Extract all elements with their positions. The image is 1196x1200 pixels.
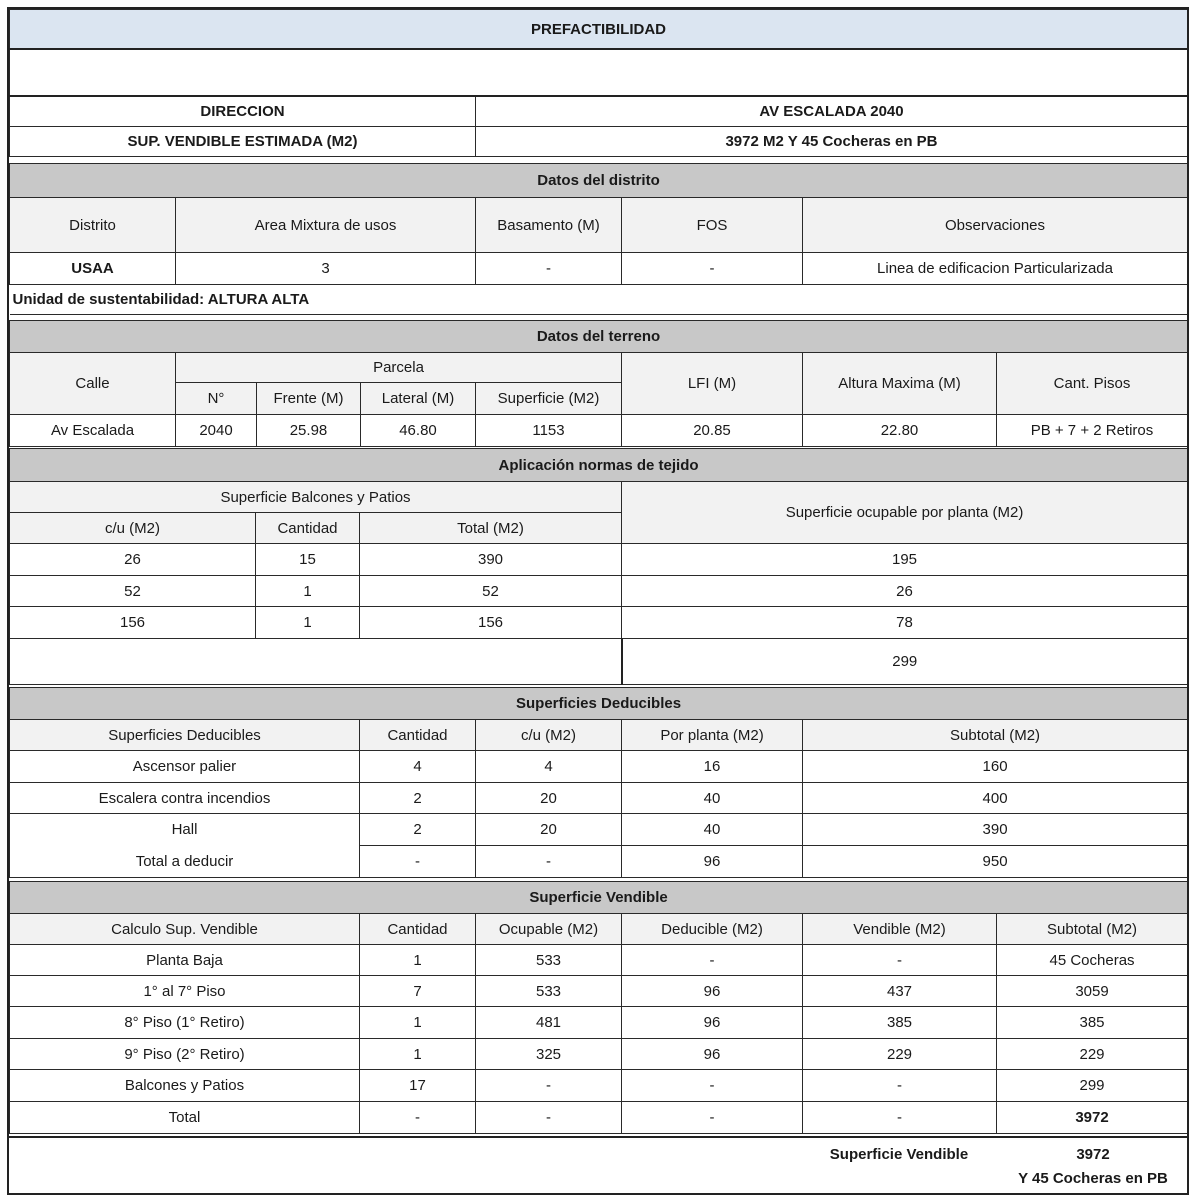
prefactibilidad-sheet bbox=[7, 7, 1189, 1195]
deducibles-cell: Escalera contra incendios bbox=[10, 783, 360, 814]
table-row bbox=[10, 1039, 1188, 1070]
deducibles-cell: 390 bbox=[803, 814, 1188, 846]
vendible-cell: 1 bbox=[360, 1007, 476, 1039]
distrito-table bbox=[9, 163, 1188, 315]
vendible-cell: 481 bbox=[476, 1007, 622, 1039]
vendible-cell: 229 bbox=[997, 1039, 1188, 1070]
distrito-value: USAA bbox=[10, 253, 176, 285]
vendible-cell: 96 bbox=[622, 1007, 803, 1039]
table-row bbox=[10, 576, 1188, 607]
terreno-calle-value: Av Escalada bbox=[10, 415, 176, 447]
page-title: PREFACTIBILIDAD bbox=[10, 10, 1188, 50]
terreno-header-altura: Altura Maxima (M) bbox=[803, 353, 997, 415]
vendible-cell: 385 bbox=[803, 1007, 997, 1039]
deducibles-total-label: Total a deducir bbox=[10, 846, 360, 878]
header-table bbox=[9, 9, 1188, 157]
tejido-cell: 156 bbox=[360, 607, 622, 639]
table-row bbox=[10, 544, 1188, 576]
vendible-header-deducible: Deducible (M2) bbox=[622, 914, 803, 945]
distrito-header-fos: FOS bbox=[622, 198, 803, 253]
tejido-cell: 78 bbox=[622, 607, 1188, 639]
terreno-numero-value: 2040 bbox=[176, 415, 257, 447]
summary-area bbox=[9, 1136, 1187, 1195]
distrito-header-distrito: Distrito bbox=[10, 198, 176, 253]
table-row bbox=[10, 751, 1188, 783]
deducibles-cell: - bbox=[360, 846, 476, 878]
deducibles-cell: 40 bbox=[622, 783, 803, 814]
vendible-cell: - bbox=[803, 1070, 997, 1102]
terreno-section-title: Datos del terreno bbox=[10, 321, 1188, 353]
deducibles-header-nombre: Superficies Deducibles bbox=[10, 720, 360, 751]
deducibles-header-cantidad: Cantidad bbox=[360, 720, 476, 751]
sup-label: SUP. VENDIBLE ESTIMADA (M2) bbox=[10, 126, 476, 156]
tejido-cell: 1 bbox=[256, 576, 360, 607]
tejido-empty-cell bbox=[10, 639, 622, 685]
vendible-cell: - bbox=[476, 1070, 622, 1102]
vendible-total-value: 3972 bbox=[997, 1102, 1188, 1134]
vendible-cell: 385 bbox=[997, 1007, 1188, 1039]
deducibles-cell: 20 bbox=[476, 814, 622, 846]
vendible-cell: Planta Baja bbox=[10, 945, 360, 976]
deducibles-cell: 160 bbox=[803, 751, 1188, 783]
deducibles-header-cu: c/u (M2) bbox=[476, 720, 622, 751]
table-row bbox=[10, 1007, 1188, 1039]
distrito-header-basamento: Basamento (M) bbox=[476, 198, 622, 253]
table-row bbox=[10, 846, 1188, 878]
deducibles-section-title: Superficies Deducibles bbox=[10, 688, 1188, 720]
vendible-header-ocupable: Ocupable (M2) bbox=[476, 914, 622, 945]
vendible-cell: Balcones y Patios bbox=[10, 1070, 360, 1102]
terreno-altura-value: 22.80 bbox=[803, 415, 997, 447]
vendible-cell: - bbox=[360, 1102, 476, 1134]
deducibles-cell: 4 bbox=[476, 751, 622, 783]
vendible-table bbox=[9, 881, 1188, 1134]
vendible-cell: 533 bbox=[476, 976, 622, 1007]
tejido-section-title: Aplicación normas de tejido bbox=[10, 449, 1188, 482]
summary-note: Y 45 Cocheras en PB bbox=[1018, 1170, 1168, 1187]
basamento-value: - bbox=[476, 253, 622, 285]
direccion-label: DIRECCION bbox=[10, 96, 476, 126]
vendible-cell: 3059 bbox=[997, 976, 1188, 1007]
terreno-header-lateral: Lateral (M) bbox=[361, 383, 476, 415]
tejido-cell: 52 bbox=[360, 576, 622, 607]
deducibles-cell: 950 bbox=[803, 846, 1188, 878]
tejido-cell: 390 bbox=[360, 544, 622, 576]
fos-value: - bbox=[622, 253, 803, 285]
vendible-cell: 229 bbox=[803, 1039, 997, 1070]
terreno-header-pisos: Cant. Pisos bbox=[997, 353, 1188, 415]
tejido-cell: 52 bbox=[10, 576, 256, 607]
tejido-total-value: 299 bbox=[622, 639, 1188, 685]
tejido-cell: 195 bbox=[622, 544, 1188, 576]
deducibles-cell: 400 bbox=[803, 783, 1188, 814]
terreno-header-parcela: Parcela bbox=[176, 353, 622, 383]
observaciones-value: Linea de edificacion Particularizada bbox=[803, 253, 1188, 285]
tejido-header-total: Total (M2) bbox=[360, 513, 622, 544]
vendible-total-label: Total bbox=[10, 1102, 360, 1134]
terreno-pisos-value: PB + 7 + 2 Retiros bbox=[997, 415, 1188, 447]
tejido-cell: 26 bbox=[622, 576, 1188, 607]
summary-value: 3972 bbox=[1076, 1146, 1110, 1163]
distrito-header-area: Area Mixtura de usos bbox=[176, 198, 476, 253]
deducibles-cell: 2 bbox=[360, 783, 476, 814]
tejido-cell: 1 bbox=[256, 607, 360, 639]
terreno-lfi-value: 20.85 bbox=[622, 415, 803, 447]
vendible-cell: 96 bbox=[622, 1039, 803, 1070]
terreno-lateral-value: 46.80 bbox=[361, 415, 476, 447]
vendible-cell: - bbox=[803, 1102, 997, 1134]
summary-label: Superficie Vendible bbox=[829, 1146, 969, 1163]
vendible-cell: - bbox=[622, 1102, 803, 1134]
deducibles-cell: 20 bbox=[476, 783, 622, 814]
tejido-header-ocupable: Superficie ocupable por planta (M2) bbox=[622, 482, 1188, 544]
vendible-header-cantidad: Cantidad bbox=[360, 914, 476, 945]
table-row bbox=[10, 945, 1188, 976]
vendible-cell: - bbox=[622, 945, 803, 976]
table-row bbox=[10, 607, 1188, 639]
vendible-cell: 17 bbox=[360, 1070, 476, 1102]
vendible-cell: - bbox=[622, 1070, 803, 1102]
table-row bbox=[10, 814, 1188, 846]
vendible-cell: 437 bbox=[803, 976, 997, 1007]
tejido-header-cantidad: Cantidad bbox=[256, 513, 360, 544]
area-value: 3 bbox=[176, 253, 476, 285]
vendible-cell: 1 bbox=[360, 945, 476, 976]
deducibles-table bbox=[9, 687, 1188, 878]
vendible-cell: 299 bbox=[997, 1070, 1188, 1102]
vendible-cell: 45 Cocheras bbox=[997, 945, 1188, 976]
terreno-header-frente: Frente (M) bbox=[257, 383, 361, 415]
terreno-header-calle: Calle bbox=[10, 353, 176, 415]
vendible-cell: 9° Piso (2° Retiro) bbox=[10, 1039, 360, 1070]
tejido-header-cu: c/u (M2) bbox=[10, 513, 256, 544]
vendible-cell: 96 bbox=[622, 976, 803, 1007]
vendible-header-subtotal: Subtotal (M2) bbox=[997, 914, 1188, 945]
distrito-section-title: Datos del distrito bbox=[10, 164, 1188, 198]
vendible-cell: 7 bbox=[360, 976, 476, 1007]
vendible-cell: 1 bbox=[360, 1039, 476, 1070]
terreno-frente-value: 25.98 bbox=[257, 415, 361, 447]
terreno-header-numero: N° bbox=[176, 383, 257, 415]
vendible-cell: 325 bbox=[476, 1039, 622, 1070]
terreno-header-lfi: LFI (M) bbox=[622, 353, 803, 415]
distrito-header-observaciones: Observaciones bbox=[803, 198, 1188, 253]
terreno-table bbox=[9, 320, 1188, 447]
blank-row bbox=[10, 49, 1188, 96]
vendible-cell: 8° Piso (1° Retiro) bbox=[10, 1007, 360, 1039]
tejido-cell: 26 bbox=[10, 544, 256, 576]
tejido-table bbox=[9, 448, 1188, 685]
table-row bbox=[10, 1070, 1188, 1102]
table-row bbox=[10, 783, 1188, 814]
deducibles-header-subtotal: Subtotal (M2) bbox=[803, 720, 1188, 751]
terreno-header-superficie: Superficie (M2) bbox=[476, 383, 622, 415]
deducibles-cell: Hall bbox=[10, 814, 360, 846]
unidad-sustentabilidad: Unidad de sustentabilidad: ALTURA ALTA bbox=[10, 285, 1188, 315]
vendible-cell: 1° al 7° Piso bbox=[10, 976, 360, 1007]
vendible-cell: 533 bbox=[476, 945, 622, 976]
deducibles-cell: 96 bbox=[622, 846, 803, 878]
table-row bbox=[10, 976, 1188, 1007]
direccion-value: AV ESCALADA 2040 bbox=[476, 96, 1188, 126]
sup-value: 3972 M2 Y 45 Cocheras en PB bbox=[476, 126, 1188, 156]
deducibles-cell: 4 bbox=[360, 751, 476, 783]
deducibles-cell: 2 bbox=[360, 814, 476, 846]
deducibles-cell: Ascensor palier bbox=[10, 751, 360, 783]
deducibles-cell: 16 bbox=[622, 751, 803, 783]
vendible-header-calculo: Calculo Sup. Vendible bbox=[10, 914, 360, 945]
table-row bbox=[10, 1102, 1188, 1134]
tejido-cell: 15 bbox=[256, 544, 360, 576]
deducibles-cell: - bbox=[476, 846, 622, 878]
terreno-superficie-value: 1153 bbox=[476, 415, 622, 447]
deducibles-header-planta: Por planta (M2) bbox=[622, 720, 803, 751]
vendible-header-vendible: Vendible (M2) bbox=[803, 914, 997, 945]
tejido-cell: 156 bbox=[10, 607, 256, 639]
vendible-cell: - bbox=[476, 1102, 622, 1134]
tejido-header-balcones: Superficie Balcones y Patios bbox=[10, 482, 622, 513]
vendible-cell: - bbox=[803, 945, 997, 976]
deducibles-cell: 40 bbox=[622, 814, 803, 846]
vendible-section-title: Superficie Vendible bbox=[10, 882, 1188, 914]
